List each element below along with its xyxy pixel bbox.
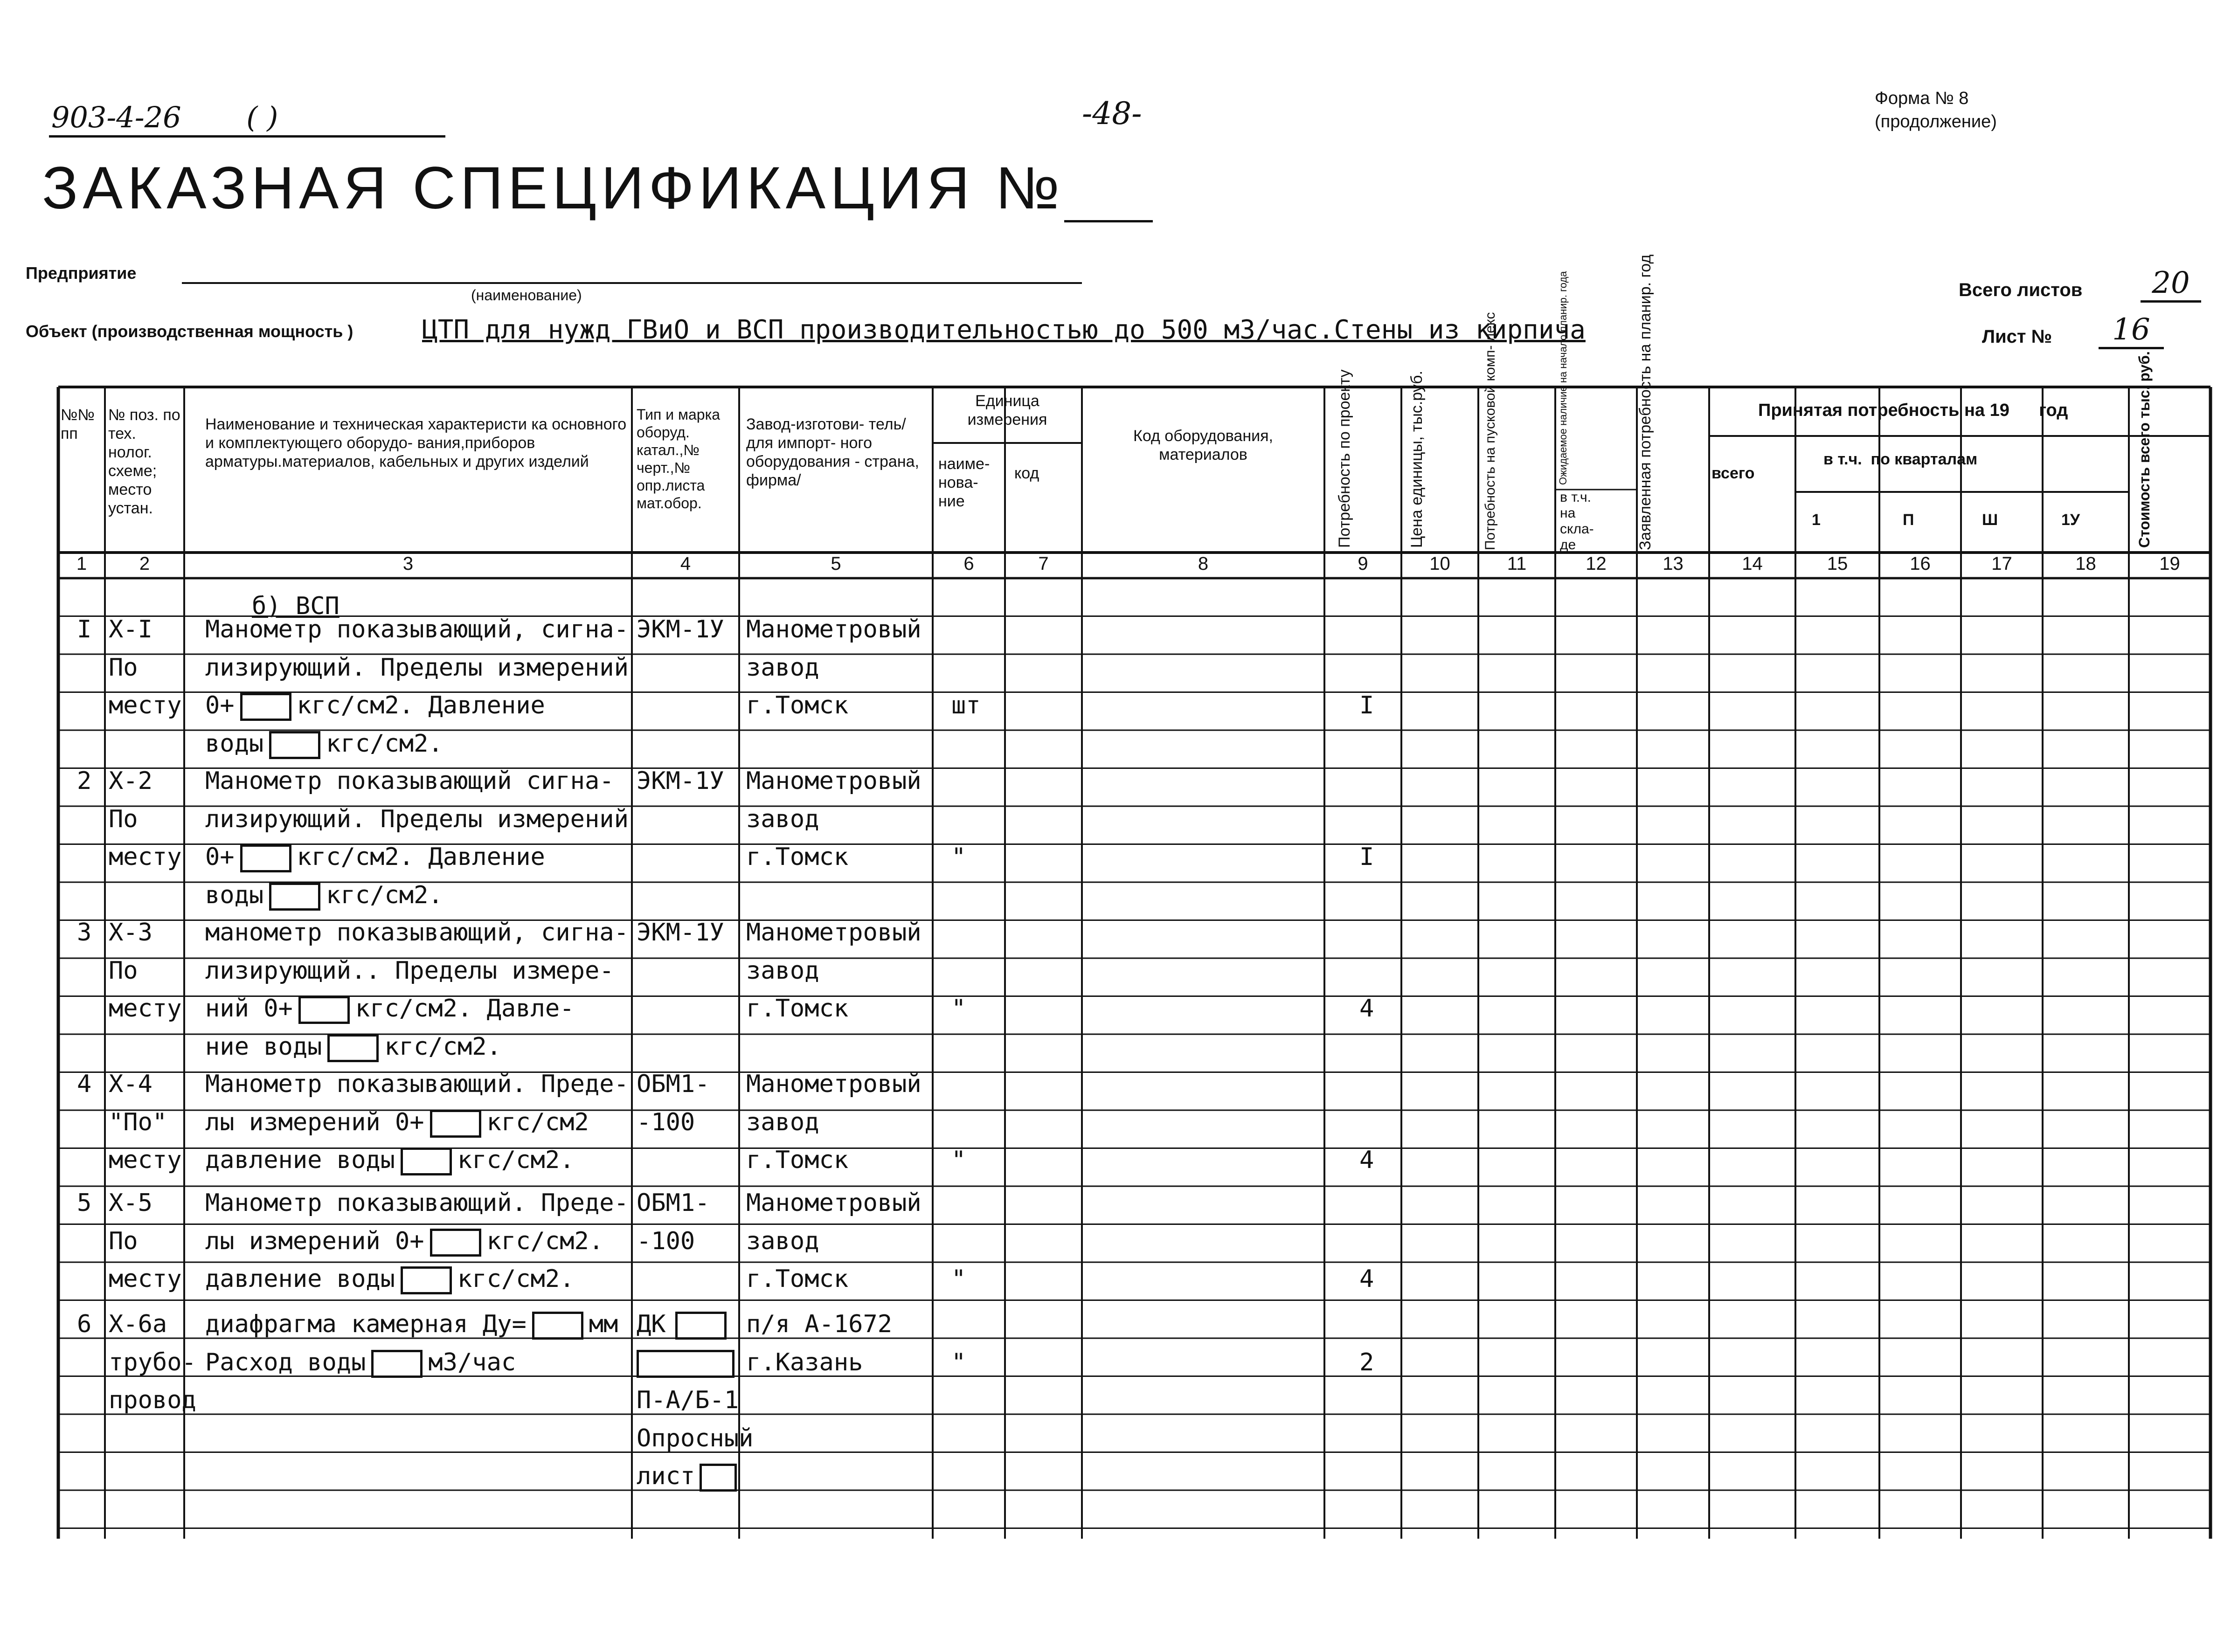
column-number-7: 7 [1038, 553, 1049, 574]
manufacturer: Манометровый [746, 1189, 922, 1217]
manufacturer: Манометровый [746, 919, 922, 947]
type-mark: ДК [637, 1310, 727, 1340]
type-mark: П-А/Б-1 [637, 1386, 739, 1414]
header-col9: Потребность по проекту [1336, 369, 1353, 548]
column-number-11: 11 [1507, 553, 1527, 574]
unit-name: " [951, 1265, 966, 1293]
column-number-12: 12 [1586, 553, 1607, 574]
description-text: кгс/см2. Давление [297, 843, 545, 871]
blank-value-box[interactable] [240, 693, 291, 721]
manufacturer: г.Томск [746, 1146, 849, 1174]
sheet-label: Лист № [1982, 326, 2052, 347]
header-col1: №№ пп [61, 406, 95, 442]
blank-value-box[interactable] [240, 844, 291, 872]
description-text: диафрагма камерная Ду= [205, 1310, 527, 1338]
column-number-6: 6 [963, 553, 974, 574]
total-sheets-label: Всего листов [1959, 280, 2083, 300]
description-text: кгс/см2. [457, 1265, 575, 1293]
type-mark: Опросный [637, 1424, 754, 1452]
header-quarters: в т.ч. по кварталам [1823, 450, 1978, 468]
column-number-4: 4 [680, 553, 691, 574]
item-description-line [205, 843, 545, 872]
header-q4: 1У [2061, 511, 2080, 529]
project-quantity: 4 [1359, 1146, 1374, 1174]
description-text: кгс/см2. Давление [297, 691, 545, 719]
column-number-19: 19 [2159, 553, 2180, 574]
blank-value-box[interactable] [430, 1229, 481, 1257]
header-col14-group: Принятая потребность на 19 год [1758, 401, 2068, 420]
blank-value-box[interactable] [532, 1312, 583, 1340]
column-number-2: 2 [139, 553, 150, 574]
column-number-10: 10 [1429, 553, 1450, 574]
description-text: воды [205, 881, 264, 909]
row-number: 3 [77, 919, 92, 947]
header-col6: Единица измерения [967, 392, 1047, 429]
description-text: лы измерений 0+ [205, 1108, 424, 1136]
sheet-value: 16 [2099, 312, 2164, 349]
header-col2: № поз. по тех. нолог. схеме; место устан. [108, 406, 180, 517]
blank-value-box[interactable] [637, 1350, 734, 1378]
item-description-line [205, 1227, 603, 1257]
blank-value-box[interactable] [430, 1110, 481, 1138]
description-text: лы измерений 0+ [205, 1227, 424, 1255]
type-mark: лист [637, 1462, 737, 1492]
description-text: давление воды [205, 1146, 395, 1174]
column-number-15: 15 [1827, 553, 1848, 574]
column-number-16: 16 [1910, 553, 1931, 574]
page-title-text: ЗАКАЗНАЯ СПЕЦИФИКАЦИЯ № [42, 155, 1065, 221]
header-col8: Код оборудования, материалов [1133, 427, 1273, 463]
description-text: 0+ [205, 843, 235, 871]
manufacturer: завод [746, 1227, 819, 1255]
row-number: I [77, 615, 92, 643]
description-text: лизирующий. Пределы измерений [205, 653, 629, 682]
description-text: кгс/см2. Давле- [355, 995, 575, 1023]
item-description-line [205, 654, 629, 682]
name-hint: (наименование) [471, 287, 582, 304]
description-text: кгс/см2. [326, 881, 443, 909]
manufacturer: Манометровый [746, 767, 922, 795]
column-number-5: 5 [831, 553, 841, 574]
description-text: воды [205, 729, 264, 758]
description-text: м3/час [428, 1348, 516, 1376]
position-code: месту [109, 995, 182, 1023]
position-code: По [109, 956, 138, 985]
header-col19: Стоимость всего тыс. руб. [2136, 351, 2153, 548]
position-code: Х-4 [109, 1070, 152, 1098]
item-description-line [205, 1189, 629, 1217]
position-code: месту [109, 1146, 182, 1174]
blank-value-box[interactable] [269, 883, 320, 911]
column-number-3: 3 [402, 553, 414, 574]
header-col13: Заявленная потребность на планир. год [1636, 254, 1654, 550]
header-q3: Ш [1982, 511, 1998, 529]
type-mark: ЭКМ-1У [637, 919, 724, 947]
item-description-line [205, 881, 443, 911]
item-description-line [205, 1146, 574, 1175]
item-description-line [205, 767, 614, 795]
project-quantity: I [1359, 691, 1374, 719]
position-code: Х-I [109, 615, 152, 643]
manufacturer: п/я А-1672 [746, 1310, 893, 1338]
manufacturer: завод [746, 805, 819, 833]
blank-value-box[interactable] [675, 1312, 727, 1340]
column-number-13: 13 [1663, 553, 1684, 574]
blank-value-box[interactable] [298, 996, 350, 1024]
project-quantity: 4 [1359, 1265, 1374, 1293]
item-description-line [205, 919, 629, 947]
unit-name: " [951, 1348, 966, 1376]
position-code: По [109, 653, 138, 682]
row-number: 4 [77, 1070, 92, 1098]
project-quantity: 4 [1359, 995, 1374, 1023]
column-number-18: 18 [2075, 553, 2096, 574]
enterprise-label: Предприятие [26, 263, 137, 283]
doc-code-paren: ( ) [246, 100, 278, 134]
position-code: месту [109, 843, 182, 871]
header-col12: Ожидаемое наличие на начало планир. года [1557, 271, 1569, 485]
row-number: 6 [77, 1310, 92, 1338]
description-text: 0+ [205, 691, 235, 719]
header-col7: код [1014, 464, 1039, 482]
item-description-line [205, 1108, 589, 1138]
manufacturer: завод [746, 653, 819, 682]
type-mark: ОБМ1- [637, 1189, 710, 1217]
unit-name: шт [951, 691, 981, 719]
header-q1: 1 [1812, 511, 1821, 529]
total-sheets-value: 20 [2141, 266, 2201, 303]
manufacturer: г.Казань [746, 1348, 863, 1376]
manufacturer: Манометровый [746, 1070, 922, 1098]
manufacturer: завод [746, 1108, 819, 1136]
position-code: провод [109, 1386, 196, 1414]
description-text: Манометр показывающий, сигна- [205, 615, 629, 643]
blank-value-box[interactable] [269, 731, 320, 759]
description-text: ние воды [205, 1032, 322, 1061]
column-number-9: 9 [1358, 553, 1368, 574]
description-text: кгс/см2. [326, 729, 443, 758]
header-col4: Тип и марка оборуд. катал.,№ черт.,№ опр.листа мат.обор. [637, 406, 721, 511]
section-title: б) ВСП [252, 592, 340, 620]
description-text: кгс/см2. [486, 1227, 604, 1255]
item-description-line [205, 1033, 501, 1062]
header-col3: Наименование и техническая характеристи ка основного и комплектующего оборудо- вания,приборов арматуры.материалов, кабельных и других изделий [205, 415, 627, 470]
column-number-14: 14 [1742, 553, 1763, 574]
manufacturer: завод [746, 956, 819, 985]
project-quantity: I [1359, 843, 1374, 871]
description-text: манометр показывающий, сигна- [205, 919, 629, 947]
item-description-line [205, 730, 443, 759]
position-code: трубо- [109, 1348, 196, 1376]
position-code: По [109, 805, 138, 833]
type-mark: ЭКМ-1У [637, 615, 724, 643]
doc-code-number: 903-4-26 [51, 100, 181, 134]
position-code: Х-3 [109, 919, 152, 947]
item-description-line [205, 957, 614, 985]
blank-value-box[interactable] [401, 1266, 452, 1294]
project-quantity: 2 [1359, 1348, 1374, 1376]
header-col14: всего [1711, 464, 1755, 482]
item-description-line [205, 1310, 618, 1340]
description-text: кгс/см2 [486, 1108, 589, 1136]
position-code: месту [109, 1265, 182, 1293]
item-description-line [205, 615, 629, 643]
item-description-line [205, 995, 574, 1024]
position-code: Х-2 [109, 767, 152, 795]
item-description-line [205, 691, 545, 721]
page-number: -48- [1082, 96, 1142, 131]
description-text: лизирующий. Пределы измерений [205, 805, 629, 833]
position-code: месту [109, 691, 182, 719]
row-number: 2 [77, 767, 92, 795]
unit-name: " [951, 1146, 966, 1174]
description-text: Манометр показывающий. Преде- [205, 1189, 629, 1217]
manufacturer: г.Томск [746, 995, 849, 1023]
position-code: По [109, 1227, 138, 1255]
row-number: 5 [77, 1189, 92, 1217]
header-col11: Потребность на пусковой комп- лекс [1483, 312, 1498, 550]
item-description-line [205, 805, 629, 833]
item-description-line [205, 1348, 516, 1378]
header-col6a: наиме- нова- ние [938, 455, 990, 510]
blank-value-box[interactable] [700, 1464, 737, 1492]
description-text: давление воды [205, 1265, 395, 1293]
object-value: ЦТП для нужд ГВиО и ВСП производительностью до 500 м3/час.Стены из кирпича [422, 315, 1586, 345]
unit-name: " [951, 995, 966, 1023]
manufacturer: г.Томск [746, 843, 849, 871]
type-mark: -100 [637, 1227, 695, 1255]
description-text: Манометр показывающий. Преде- [205, 1070, 629, 1098]
type-mark [637, 1348, 734, 1378]
column-number-1: 1 [76, 553, 87, 574]
header-q2: П [1903, 511, 1914, 529]
blank-value-box[interactable] [327, 1034, 379, 1062]
item-description-line [205, 1265, 574, 1294]
header-col5: Завод-изготови- тель/для импорт- ного оборудования - страна, фирма/ [746, 415, 919, 489]
manufacturer: г.Томск [746, 691, 849, 719]
blank-value-box[interactable] [371, 1350, 423, 1378]
position-code: Х-5 [109, 1189, 152, 1217]
description-text: лизирующий.. Пределы измере- [205, 956, 614, 985]
type-mark: -100 [637, 1108, 695, 1136]
form-label: Форма № 8 [1875, 89, 1969, 108]
type-mark: ОБМ1- [637, 1070, 710, 1098]
manufacturer: г.Томск [746, 1265, 849, 1293]
column-number-8: 8 [1198, 553, 1209, 574]
description-text: кгс/см2. [384, 1032, 501, 1061]
manufacturer: Манометровый [746, 615, 922, 643]
header-col12b: в т.ч. на скла- де [1560, 490, 1594, 553]
item-description-line [205, 1070, 629, 1098]
description-text: мм [589, 1310, 618, 1338]
blank-value-box[interactable] [401, 1147, 452, 1175]
unit-name: " [951, 843, 966, 871]
position-code: Х-6а [109, 1310, 167, 1338]
form-continuation: (продолжение) [1875, 112, 1997, 131]
description-text: кгс/см2. [457, 1146, 575, 1174]
type-mark: ЭКМ-1У [637, 767, 724, 795]
description-text: Расход воды [205, 1348, 366, 1376]
position-code: "По" [109, 1108, 167, 1136]
header-col10: Цена единицы, тыс.руб. [1408, 370, 1426, 548]
object-label: Объект (производственная мощность ) [26, 322, 353, 341]
column-number-17: 17 [1991, 553, 2012, 574]
description-text: ний 0+ [205, 995, 293, 1023]
description-text: Манометр показывающий сигна- [205, 767, 614, 795]
